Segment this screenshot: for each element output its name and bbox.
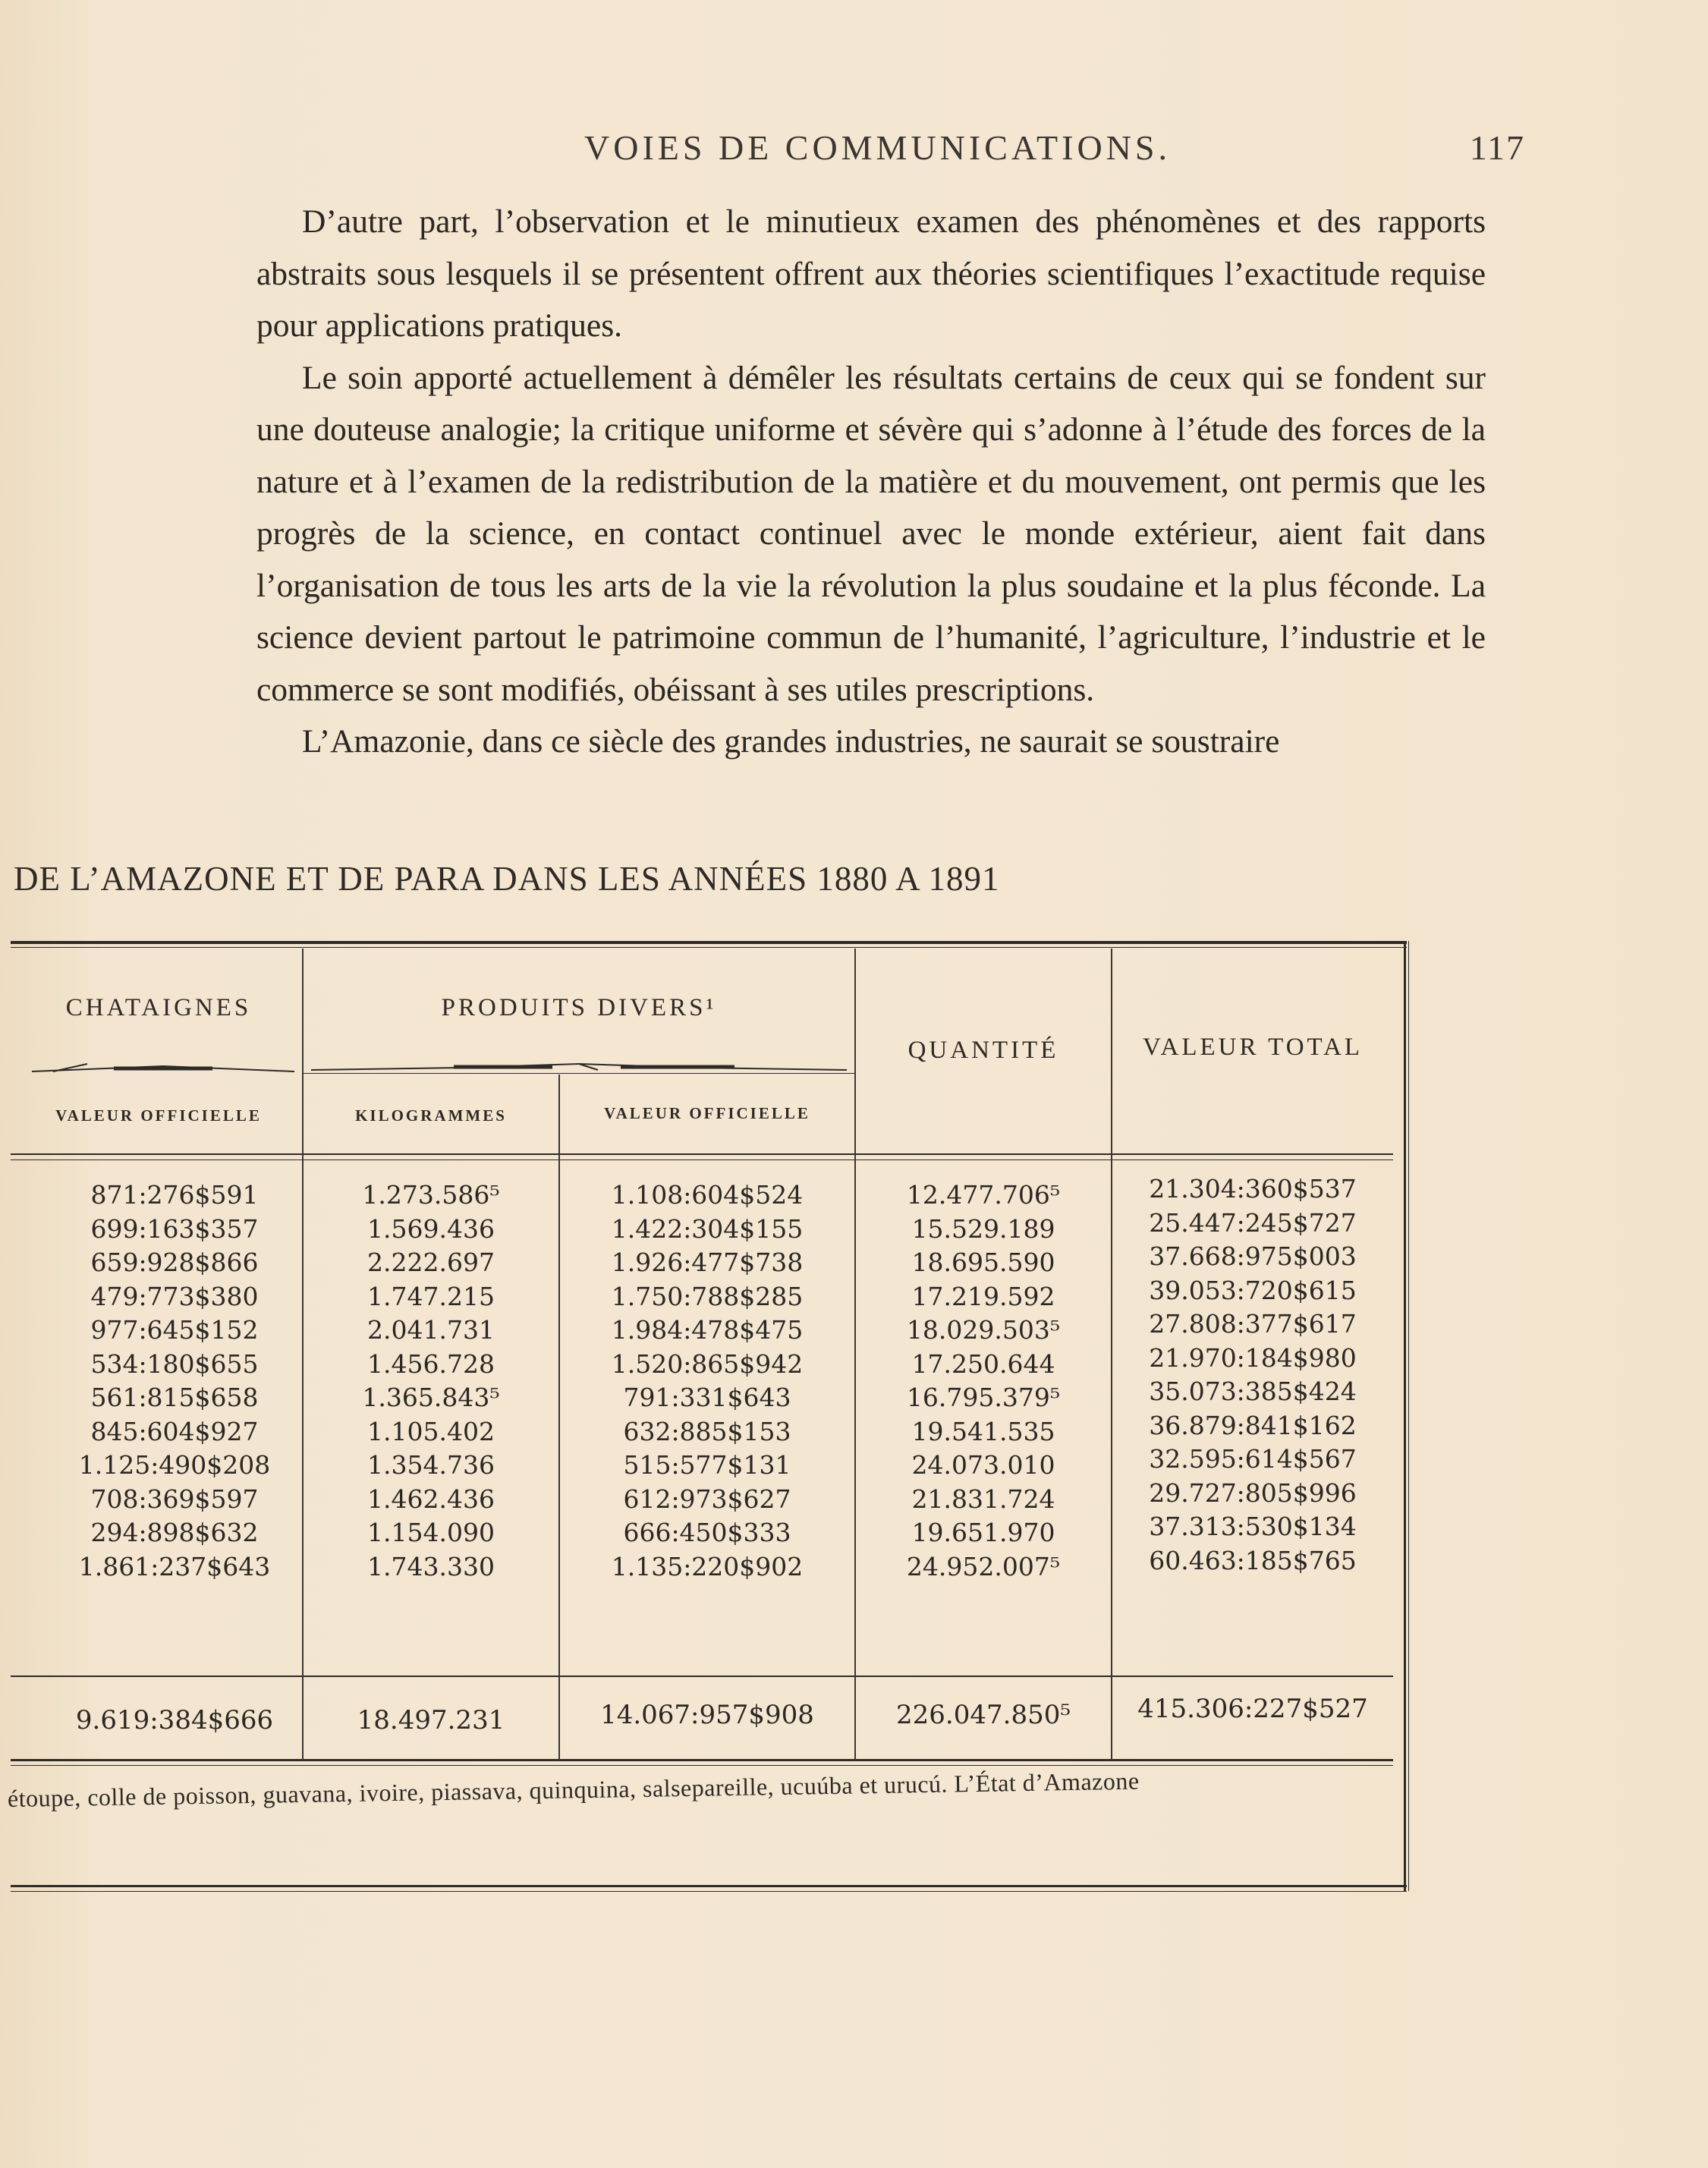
table-cell: 561:815$658 (90, 1383, 259, 1412)
body-text (256, 196, 1486, 768)
table-cell: 19.541.535 (911, 1416, 1055, 1446)
table-cell: 1.365.843⁵ (362, 1383, 500, 1412)
table-cell: 37.313:530$134 (1149, 1512, 1357, 1541)
table-cell: 1.861:237$643 (78, 1551, 271, 1581)
table-cell: 2.041.731 (367, 1315, 495, 1345)
table-cell: 1.422:304$155 (611, 1213, 804, 1244)
table-cell: 699:163$357 (90, 1213, 259, 1244)
table-cell: 18.029.503⁵ (906, 1315, 1061, 1345)
table-cell: 791:331$643 (623, 1383, 791, 1412)
column-produits-valeur (560, 1178, 854, 1584)
table-cell: 19.651.970 (911, 1518, 1055, 1547)
header-bottom-rule (11, 1153, 1393, 1155)
table-cell: 659:928$866 (90, 1248, 259, 1277)
table-cell: 1.154.090 (367, 1518, 495, 1547)
subheader-valeur-officielle-2: VALEUR OFFICIELLE (604, 1104, 810, 1122)
table-cell: 871:276$591 (90, 1180, 259, 1210)
paragraph-2: Le soin apporté actuellement à démêler les résultats certains de ceux qui se fondent sur une douteuse analogie; la critique uniforme et sévère qui s’adonne à l’étude des forces de la nature et à l’examen de la redistribution de la matière et du mouvement, ont permis que les progrès de la science, en contact continuel avec le monde extérieur, aient fait dans l’organisation de tous les arts de la vie la révolution la plus soudaine et la plus féconde. La science devient partout le patrimoine commun de l’humanité, l’agriculture, l’industrie et le commerce se sont modifiés, obéissant à ses utiles prescriptions. (256, 359, 1486, 708)
table-cell: 1.456.728 (367, 1348, 495, 1379)
table-cell: 708:369$597 (90, 1484, 259, 1514)
table-cell: 1.984:478$475 (611, 1315, 804, 1345)
table-cell: 17.250.644 (911, 1348, 1055, 1379)
table-cell: 1.520:865$942 (611, 1348, 804, 1379)
table-cell: 977:645$152 (90, 1315, 259, 1345)
subheader-valeur-officielle-1: VALEUR OFFICIELLE (55, 1106, 262, 1125)
page-bottom-rule (11, 1885, 1407, 1887)
table-cell: 24.073.010 (911, 1450, 1055, 1480)
table-cell: 845:604$927 (90, 1416, 259, 1446)
table-cell: 666:450$333 (623, 1518, 791, 1547)
table-cell: 534:180$655 (90, 1348, 259, 1379)
brace-produits-divers (310, 1061, 848, 1071)
total-produits-valeur: 14.067:957$908 (600, 1700, 814, 1730)
table-cell: 21.831.724 (911, 1484, 1055, 1514)
paragraph-3: L’Amazonie, dans ce siècle des grandes industries, ne saurait se soustraire (302, 723, 1280, 760)
subheader-divider (304, 1073, 854, 1074)
paragraph-1: D’autre part, l’observation et le minutieux examen des phénomènes et des rapports abstraits sous lesquels il se présentent offrent aux théories scientifiques l’exactitude requise pour applications pratiques. (256, 203, 1486, 344)
table-cell: 25.447:245$727 (1149, 1207, 1357, 1238)
table-cell: 2.222.697 (367, 1248, 495, 1277)
table-cell: 1.105.402 (367, 1416, 495, 1446)
header-produits-divers: PRODUITS DIVERS¹ (441, 994, 717, 1021)
subheader-kilogrammes: KILOGRAMMES (355, 1106, 507, 1125)
table-cell: 1.273.586⁵ (362, 1180, 500, 1210)
table-cell: 1.108:604$524 (611, 1180, 804, 1210)
column-valeur-total (1112, 1172, 1393, 1578)
table-cell: 17.219.592 (911, 1281, 1055, 1311)
table-cell: 12.477.706⁵ (906, 1180, 1061, 1210)
table-cell: 15.529.189 (911, 1213, 1055, 1244)
column-chataignes-valeur (46, 1178, 304, 1584)
table-cell: 60.463:185$765 (1149, 1545, 1357, 1575)
table-cell: 27.808:377$617 (1149, 1309, 1357, 1339)
table-cell: 1.125:490$208 (78, 1450, 271, 1480)
table-cell: 294:898$632 (90, 1518, 259, 1547)
table-cell: 1.462.436 (367, 1484, 495, 1514)
table-cell: 39.053:720$615 (1149, 1275, 1357, 1305)
table-cell: 35.073:385$424 (1149, 1377, 1357, 1406)
header-valeur-total: VALEUR TOTAL (1142, 1034, 1364, 1061)
table-cell: 24.952.007⁵ (906, 1551, 1061, 1581)
header-chataignes: CHATAIGNES (65, 994, 252, 1021)
table-cell: 1.569.436 (367, 1213, 495, 1244)
total-produits-kilogrammes: 18.497.231 (357, 1705, 505, 1735)
table-cell: 32.595:614$567 (1149, 1444, 1357, 1474)
table-caption: DE L’AMAZONE ET DE PARA DANS LES ANNÉES 1880 A 1891 (14, 860, 1000, 898)
table-cell: 21.970:184$980 (1149, 1342, 1357, 1373)
totals-top-rule (11, 1676, 1393, 1677)
table-footnote: étoupe, colle de poisson, guavana, ivoire, piassava, quinquina, salsepareille, ucuúba et urucú. L’État d’Amazone (7, 1767, 1140, 1812)
table-cell: 1.750:788$285 (611, 1281, 804, 1311)
page-number: 117 (1469, 128, 1525, 167)
header-quantite: QUANTITÉ (907, 1037, 1059, 1064)
table-cell: 16.795.379⁵ (906, 1383, 1061, 1412)
column-produits-kilogrammes (304, 1178, 558, 1584)
table-cell: 515:577$131 (623, 1450, 791, 1480)
total-chataignes-valeur: 9.619:384$666 (75, 1705, 274, 1735)
table-cell: 612:973$627 (623, 1484, 791, 1514)
total-valeur-total: 415.306:227$527 (1137, 1694, 1368, 1724)
table-cell: 37.668:975$003 (1149, 1241, 1357, 1271)
column-quantite (856, 1178, 1111, 1584)
brace-chataignes (30, 1062, 296, 1073)
table-cell: 1.354.736 (367, 1450, 495, 1480)
table-top-rule (11, 941, 1407, 944)
table-cell: 21.304:360$537 (1149, 1174, 1357, 1204)
table-top-rule-thin (11, 947, 1407, 948)
table-cell: 479:773$380 (90, 1281, 259, 1311)
total-quantite: 226.047.850⁵ (896, 1700, 1071, 1730)
table-right-border (1404, 941, 1406, 1891)
running-title: VOIES DE COMMUNICATIONS. (584, 128, 1171, 167)
table-cell: 1.926:477$738 (611, 1248, 804, 1277)
table-right-border-thin (1408, 941, 1409, 1891)
table-cell: 36.879:841$162 (1149, 1410, 1357, 1440)
table-cell: 1.135:220$902 (611, 1551, 804, 1581)
table-cell: 1.743.330 (367, 1551, 495, 1581)
page-bottom-rule-thin (11, 1891, 1407, 1892)
table-cell: 29.727:805$996 (1149, 1477, 1357, 1508)
table-cell: 1.747.215 (367, 1281, 495, 1311)
table-cell: 632:885$153 (623, 1416, 791, 1446)
table-cell: 18.695.590 (911, 1248, 1055, 1277)
table-bottom-rule (11, 1759, 1393, 1761)
